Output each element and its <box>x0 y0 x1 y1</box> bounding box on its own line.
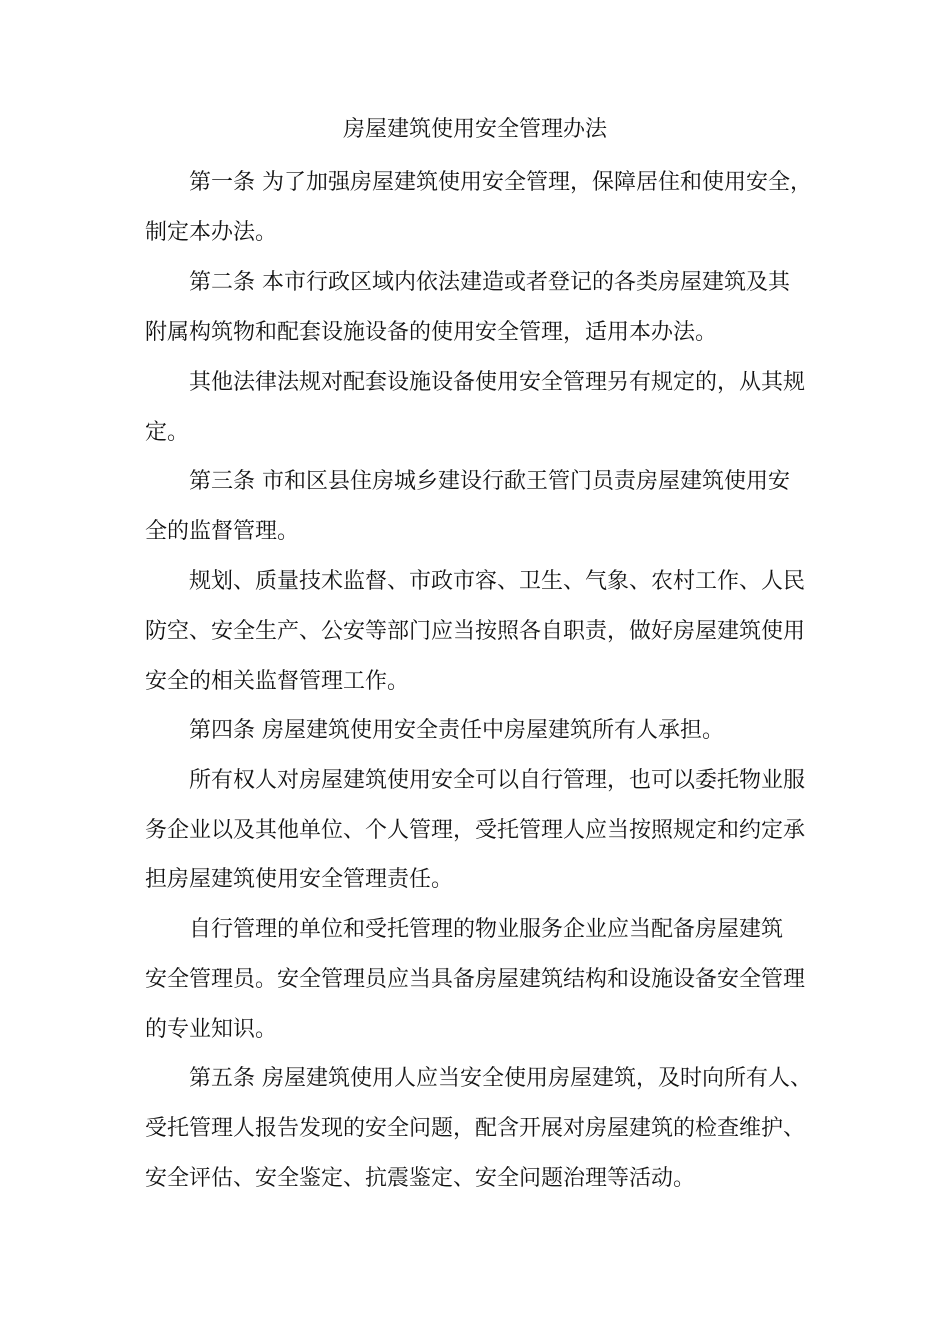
paragraph-line: 第四条 房屋建筑使用安全责任中房屋建筑所有人承担。 <box>189 718 724 743</box>
paragraph-line: 的专业知识。 <box>145 1017 278 1042</box>
paragraph-line: 其他法律法规对配套设施设备使用安全管理另有规定的，从其规 <box>189 370 806 395</box>
paragraph-line: 制定本办法。 <box>145 220 278 245</box>
paragraph-line: 全的监督管理。 <box>145 519 300 544</box>
paragraph-line: 受托管理人报告发现的安全问题，配含开展对房屋建筑的检查维护、 <box>145 1116 806 1141</box>
paragraph-line: 担房屋建筑使用安全管理责任。 <box>145 867 454 892</box>
paragraph-line: 安全管理员。安全管理员应当具备房屋建筑结构和设施设备安全管理 <box>145 967 806 992</box>
document-title: 房屋建筑使用安全管理办法 <box>342 117 607 142</box>
paragraph-line: 定。 <box>145 420 190 445</box>
paragraph-line: 第一条 为了加强房屋建筑使用安全管理，保障居住和使用安全， <box>189 170 812 195</box>
paragraph-line: 防空、安全生产、公安等部门应当按照各自职责，做好房屋建筑使用 <box>145 619 806 644</box>
paragraph-line: 安全的相关监督管理工作。 <box>145 669 410 694</box>
paragraph-line: 安全评估、安全鉴定、抗震鉴定、安全问题治理等活动。 <box>145 1166 696 1191</box>
paragraph-line: 所有权人对房屋建筑使用安全可以自行管理，也可以委托物业服 <box>189 768 806 793</box>
paragraph-line: 规划、质量技术监督、市政市容、卫生、气象、农村工作、人民 <box>189 569 806 594</box>
paragraph-line: 附属构筑物和配套设施设备的使用安全管理，适用本办法。 <box>145 320 718 345</box>
paragraph-line: 自行管理的单位和受托管理的物业服务企业应当配备房屋建筑 <box>189 917 784 942</box>
paragraph-line: 第三条 市和区县住房城乡建设行歃王管门员责房屋建筑使用安 <box>189 469 790 494</box>
paragraph-line: 务企业以及其他单位、个人管理，受托管理人应当按照规定和约定承 <box>145 818 806 843</box>
paragraph-line: 第五条 房屋建筑使用人应当安全使用房屋建筑，及时向所有人、 <box>189 1066 812 1091</box>
paragraph-line: 第二条 本市行政区域内依法建造或者登记的各类房屋建筑及其 <box>189 270 790 295</box>
